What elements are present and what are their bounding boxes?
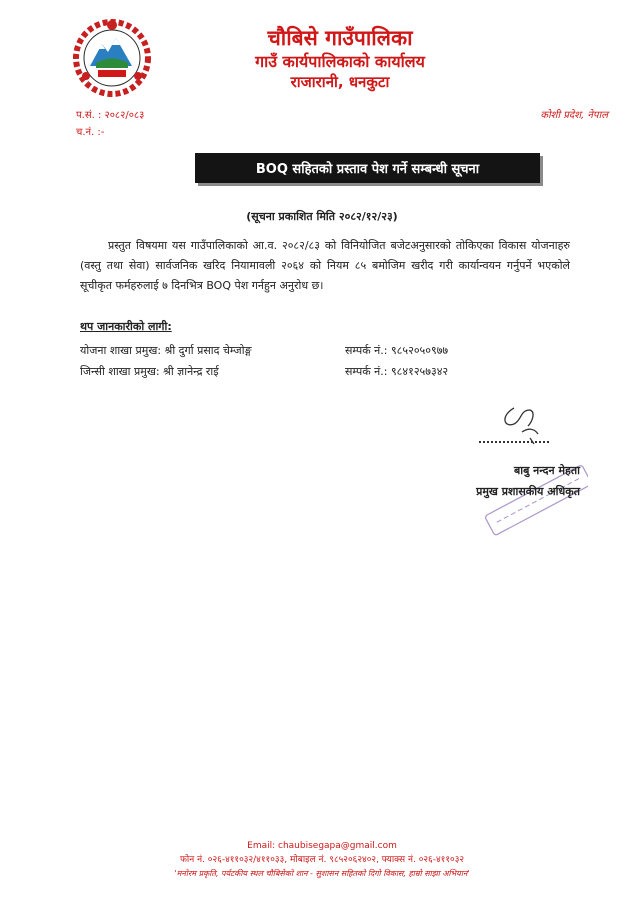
notice-body-paragraph — [80, 236, 570, 296]
reference-block — [76, 107, 144, 141]
contact-phone: सम्पर्क नं.: ९८५२०५०९७७ — [345, 344, 449, 357]
nepal-emblem-logo — [72, 18, 152, 98]
signatory-block — [440, 460, 580, 502]
publication-date: (सूचना प्रकाशित मिति २०८२/१२/२३) — [246, 210, 398, 223]
signatory-title: प्रमुख प्रशासकीय अधिकृत — [476, 485, 580, 498]
contact-role: जिन्सी शाखा प्रमुख: श्री ज्ञानेन्द्र राई — [80, 365, 219, 378]
letter-footer — [0, 840, 644, 880]
reference-number: प.सं. : २०८२/०८३ — [76, 110, 145, 121]
contacts-heading: थप जानकारीको लागी: — [80, 320, 172, 333]
dispatch-number: च.नं. :- — [76, 127, 105, 138]
office-letterhead — [175, 25, 505, 92]
notice-body: प्रस्तुत विषयमा यस गाउँपालिकाको आ.व. २०८२/८३ को विनियोजित बजेटअनुसारको तोकिएका विकास योजनाहरु (वस्तु तथा सेवा) सार्वजनिक खरिद नियामावली २०६४ को नियम ८५ बमोजिम खरीद गरी कार्यान्वयन गर्नुपर्ने भएकोले सूचीकृत फर्महरुलाई ७ दिनभित्र BOQ पेश गर्नहुन अनुरोध छ। — [80, 239, 570, 292]
contact-row — [80, 343, 449, 358]
province-label: कोशी प्रदेश, नेपाल — [540, 110, 608, 121]
footer-email: Email: chaubisegapa@gmail.com — [247, 841, 397, 851]
footer-slogan: 'मनोरम प्रकृति, पर्यटकीय स्थल चौबिसेको शान - सुशासन सहितको दिगो विकास, हाम्रो साझा अभियान' — [174, 869, 470, 878]
signature-line — [479, 441, 549, 443]
notice-title-banner — [195, 153, 540, 183]
contact-row — [80, 364, 449, 379]
contact-phone: सम्पर्क नं.: ९८४१२५७३४२ — [345, 365, 449, 378]
footer-phones: फोन नं. ०२६-४११०३२/४११०३३, मोबाइल नं. ९८५२०६२४०२, फ्याक्स नं. ०२६-४११०३२ — [179, 855, 465, 865]
office-name: चौबिसे गाउँपालिका — [267, 26, 413, 50]
notice-title: BOQ सहितको प्रस्ताव पेश गर्ने सम्बन्धी सूचना — [255, 162, 480, 177]
office-subtitle: गाउँ कार्यपालिकाको कार्यालय — [255, 52, 425, 71]
contact-role: योजना शाखा प्रमुख: श्री दुर्गा प्रसाद चेम्जोङ्ग — [80, 344, 252, 357]
signatory-name: बाबु नन्दन मेहता — [513, 464, 580, 477]
office-address: राजारानी, धनकुटा — [290, 73, 390, 91]
